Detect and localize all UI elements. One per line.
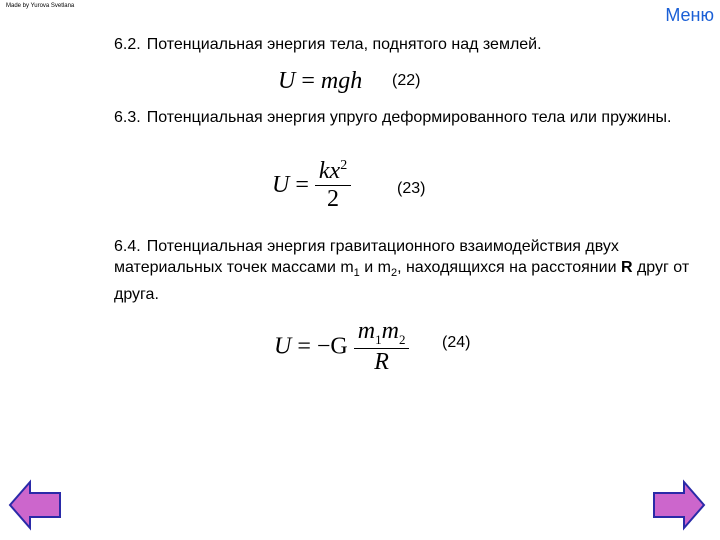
formula-22 — [278, 68, 362, 95]
section-6-2 — [114, 34, 704, 55]
fraction-denominator: R — [374, 348, 389, 375]
section-text: Потенциальная энергия гравитационного взаимодействия двух материальных точек массами m — [114, 238, 619, 276]
section-text: Потенциальная энергия упруго деформированного тела или пружины. — [146, 109, 672, 126]
fraction — [354, 318, 410, 376]
formula-rhs: mgh — [320, 68, 363, 94]
section-number: 6.4. — [114, 238, 141, 255]
formula-lhs: U — [274, 333, 292, 360]
section-text: друг от друга. — [114, 259, 690, 304]
fraction-numerator: $m_1m_2$ — [357, 318, 406, 347]
left-arrow-icon[interactable] — [8, 478, 62, 532]
formula-lhs: U — [272, 172, 290, 198]
subscript: 2 — [390, 267, 398, 280]
equation-number-23: (23) — [397, 180, 426, 197]
section-6-4 — [114, 236, 704, 305]
formula-equals: = — [295, 172, 309, 198]
subscript: 1 — [353, 267, 360, 280]
equation-number-24: (24) — [442, 334, 471, 351]
section-text: Потенциальная энергия тела, поднятого над землей. — [146, 36, 542, 53]
fraction-denominator: 2 — [327, 186, 340, 212]
formula-equals: = — [301, 68, 315, 94]
fraction — [315, 158, 351, 213]
formula-23 — [272, 158, 351, 213]
exponent: 2 — [340, 158, 348, 173]
formula-24 — [274, 318, 409, 376]
section-text: и m — [359, 259, 391, 276]
formula-equals: = −G — [297, 333, 348, 360]
author-credit: Made by Yurova Svetlana — [6, 3, 75, 9]
formula-lhs: U — [278, 68, 296, 94]
section-6-3 — [114, 107, 704, 128]
right-arrow-icon[interactable] — [652, 478, 706, 532]
section-text: , находящихся на расстоянии — [397, 259, 621, 276]
equation-number-22: (22) — [392, 72, 421, 89]
menu-link[interactable]: Меню — [665, 5, 714, 25]
distance-symbol: R — [620, 259, 633, 276]
fraction-numerator: $kx^2$ — [318, 158, 348, 184]
section-number: 6.3. — [114, 109, 141, 126]
section-number: 6.2. — [114, 36, 141, 53]
